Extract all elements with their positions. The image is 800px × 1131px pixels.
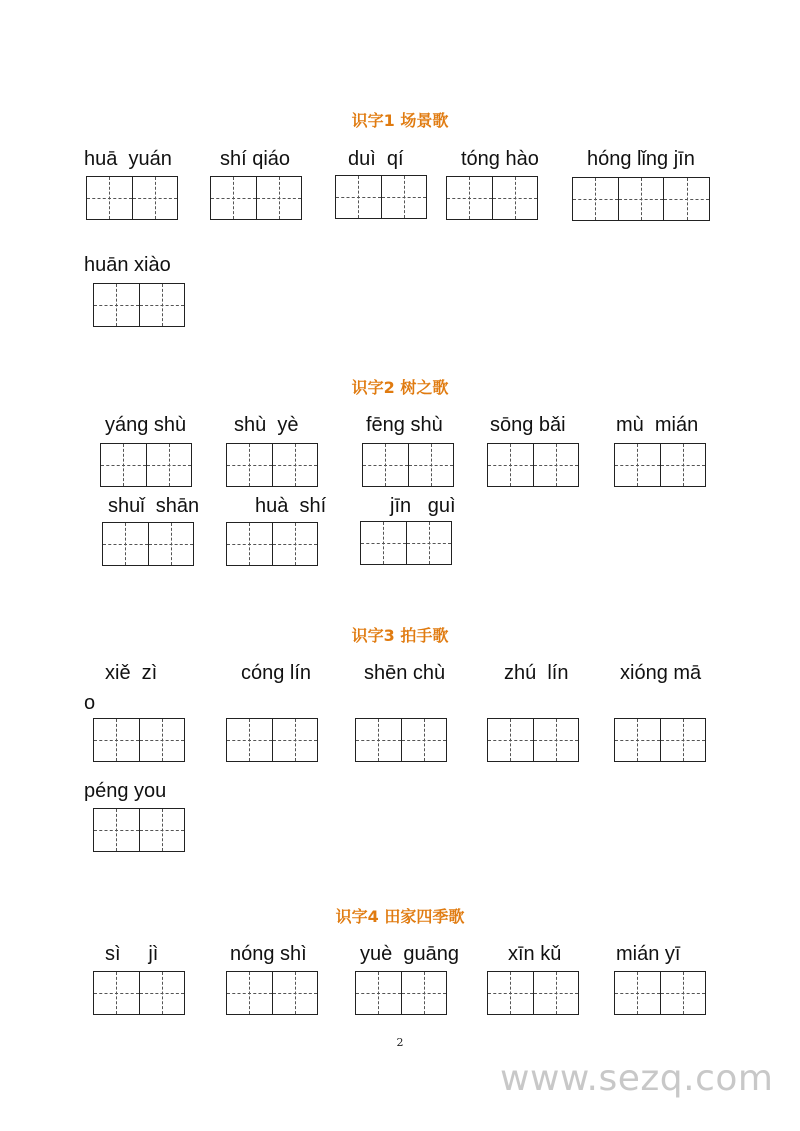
writing-grid [572, 177, 710, 221]
pinyin-label: péng you [84, 780, 167, 802]
grid-cell [615, 719, 660, 761]
pinyin-label: sōng bǎi [490, 414, 566, 436]
pinyin-label: jīn guì [390, 495, 456, 517]
pinyin-label: huà shí [255, 495, 327, 517]
pinyin-label: xióng mā [620, 662, 702, 684]
writing-grid [362, 443, 454, 487]
grid-cell [488, 444, 533, 486]
grid-cell [94, 809, 139, 851]
grid-cell [615, 444, 660, 486]
pinyin-label: zhú lín [504, 662, 569, 684]
section-title: 识字4 田家四季歌 [335, 907, 465, 926]
grid-cell [227, 523, 272, 565]
writing-grid [614, 718, 706, 762]
pinyin-label: fēng shù [366, 414, 443, 436]
section-title: 识字2 树之歌 [351, 378, 449, 397]
grid-cell [533, 972, 579, 1014]
pinyin-label: mù mián [616, 414, 699, 436]
writing-grid [210, 176, 302, 220]
pinyin-label: xiě zì [105, 662, 158, 684]
pinyin-label: mián yī [616, 943, 681, 965]
writing-grid [487, 718, 579, 762]
writing-grid [93, 808, 185, 852]
grid-cell [211, 177, 256, 219]
grid-cell [139, 809, 185, 851]
grid-cell [401, 972, 447, 1014]
grid-cell [272, 719, 318, 761]
grid-cell [447, 177, 492, 219]
pinyin-label: shù yè [234, 414, 299, 436]
writing-grid [226, 971, 318, 1015]
grid-cell [618, 178, 664, 220]
writing-grid [335, 175, 427, 219]
grid-cell [256, 177, 302, 219]
grid-cell [227, 719, 272, 761]
writing-grid [93, 283, 185, 327]
grid-cell [488, 719, 533, 761]
pinyin-label: nóng shì [230, 943, 307, 965]
grid-cell [533, 719, 579, 761]
grid-cell [356, 719, 401, 761]
grid-cell [101, 444, 146, 486]
pinyin-label: huā yuán [84, 148, 172, 170]
writing-grid [93, 718, 185, 762]
pinyin-label: tóng hào [461, 148, 539, 170]
grid-cell [94, 719, 139, 761]
grid-cell [139, 972, 185, 1014]
grid-cell [488, 972, 533, 1014]
writing-grid [86, 176, 178, 220]
grid-cell [103, 523, 148, 565]
grid-cell [663, 178, 709, 220]
grid-cell [272, 972, 318, 1014]
pinyin-label: yuè guāng [360, 943, 459, 965]
grid-cell [227, 972, 272, 1014]
grid-cell [660, 444, 706, 486]
page-number: 2 [396, 1036, 404, 1049]
grid-cell [361, 522, 406, 564]
grid-cell [146, 444, 192, 486]
writing-grid [102, 522, 194, 566]
writing-grid [93, 971, 185, 1015]
grid-cell [660, 719, 706, 761]
grid-cell [139, 284, 185, 326]
grid-cell [401, 719, 447, 761]
writing-grid [487, 443, 579, 487]
grid-cell [492, 177, 538, 219]
pinyin-label: shí qiáo [220, 148, 291, 170]
grid-cell [336, 176, 381, 218]
section-title: 识字3 拍手歌 [351, 626, 449, 645]
grid-cell [615, 972, 660, 1014]
writing-grid [226, 443, 318, 487]
grid-cell [356, 972, 401, 1014]
grid-cell [573, 178, 618, 220]
writing-grid [487, 971, 579, 1015]
pinyin-label: huān xiào [84, 254, 171, 276]
grid-cell [139, 719, 185, 761]
grid-cell [148, 523, 194, 565]
grid-cell [87, 177, 132, 219]
writing-grid [446, 176, 538, 220]
grid-cell [406, 522, 452, 564]
pinyin-label: cóng lín [241, 662, 312, 684]
section-title: 识字1 场景歌 [351, 111, 449, 130]
writing-grid [226, 718, 318, 762]
writing-grid [355, 718, 447, 762]
writing-grid [614, 443, 706, 487]
writing-grid [100, 443, 192, 487]
writing-grid [360, 521, 452, 565]
pinyin-label: sì jì [105, 943, 159, 965]
grid-cell [94, 972, 139, 1014]
grid-cell [94, 284, 139, 326]
writing-grid [355, 971, 447, 1015]
pinyin-label: yáng shù [105, 414, 187, 436]
grid-cell [381, 176, 427, 218]
pinyin-overflow: o [84, 692, 96, 714]
pinyin-label: shuǐ shān [108, 495, 200, 517]
pinyin-label: shēn chù [364, 662, 446, 684]
grid-cell [132, 177, 178, 219]
writing-grid [226, 522, 318, 566]
writing-grid [614, 971, 706, 1015]
grid-cell [408, 444, 454, 486]
pinyin-label: hóng lǐng jīn [587, 148, 695, 170]
grid-cell [227, 444, 272, 486]
grid-cell [272, 523, 318, 565]
grid-cell [533, 444, 579, 486]
grid-cell [272, 444, 318, 486]
pinyin-label: xīn kǔ [508, 943, 562, 965]
grid-cell [660, 972, 706, 1014]
site-watermark: www.sezq.com [500, 1058, 774, 1099]
pinyin-label: duì qí [348, 148, 404, 170]
grid-cell [363, 444, 408, 486]
